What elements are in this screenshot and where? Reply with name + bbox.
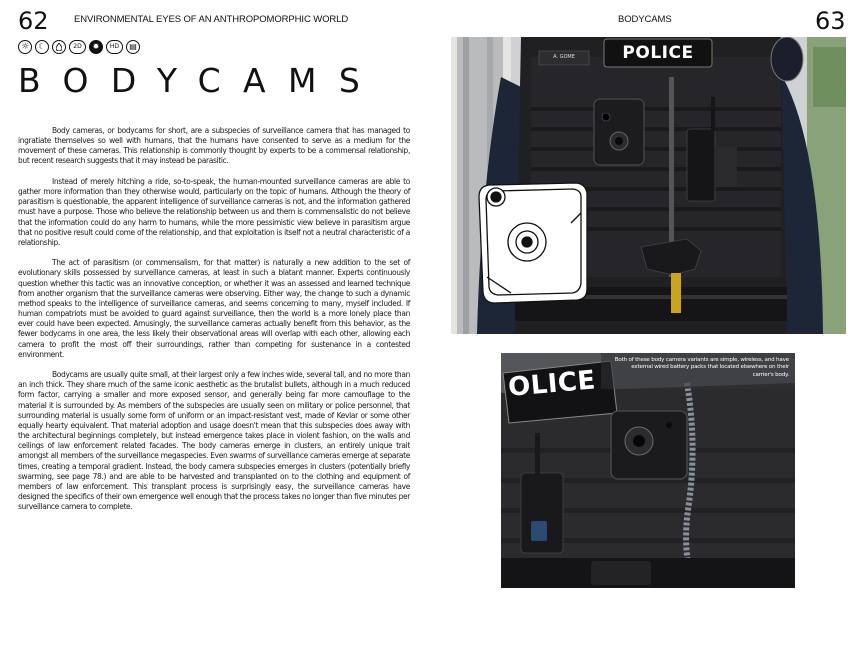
photo-officer-vest-art [451,37,846,334]
paragraph-2: Instead of merely hitching a ride, so-to-speak, the human-mounted surveillance cameras are able to gather more information than they otherwise would, particularly on the topic of humans. Although the theory of parasitism is questionable, the apparent intelligence of surveillance cameras is not, and the information gathered must have a purpose. Those who believe the relationship between us and them is commensalistic do not believe that the information could do any harm to humans, while the more pessimistic view believe in parasitism argue that no positive result could come of the relationship, and that exploitation is itself not a neutral characteristic of a relationship. [18,176,410,247]
left-running-title: ENVIRONMENTAL EYES OF AN ANTHROPOMORPHIC WORLD [74,14,349,25]
moon-icon: ☾ [35,40,49,54]
right-page-number: 63 [815,7,846,35]
2d-icon: 2D [69,40,86,54]
vest-police-label: POLICE [622,43,694,63]
sun-icon: ☼ [18,40,32,54]
article-body [18,126,410,523]
drop-icon [52,40,66,54]
photo-caption: Both of these body camera variants are simple, wireless, and have external wired battery packs that located elsewhere on their carrier's body. [614,357,789,378]
paragraph-1: Body cameras, or bodycams for short, are a subspecies of surveillance camera that has managed to ingratiate themselves so well with humans, that the humans have consented to serve as a medium for the movement of these cameras. This relationship is commonly thought by experts to be a commensal relationship, but recent research suggests that it may instead be parasitic. [18,126,410,166]
closeup-police-label: OLICE [507,365,597,403]
page-title: BODYCAMS [18,61,383,100]
flame-icon: ✹ [89,40,103,54]
paragraph-3: The act of parasitism (or commensalism, for that matter) is naturally a new addition to the set of evolutionary skills possessed by surveillance cameras, at least in such a blatant manner. Experts continuously question whether this tactic was an innovative conception, or whether it was an assessed and learned technique from another organism that the surveillance cameras were observing. Either way, the change to such a dynamic method speaks to the intelligence of surveillance cameras, and seems concerning to many, myself included. If human compatriots must be avoided to guard against surveillance, then the world is a more lonely place than ever could have been expected. Amusingly, the surveillance cameras actually benefit from this behavior, as the fewer bodycams in one area, the less likely their observational areas will overlap with each other, allowing each camera to profit the most off their surroundings, rather than competing for sustenance in a contested environment. [18,258,410,359]
icon-row [18,40,140,54]
photo-bodycam-closeup [501,353,795,588]
battery-icon: ▤ [126,40,140,54]
right-running-title: BODYCAMS [618,14,672,25]
vest-name-tag: A. GOME [553,54,575,60]
hd-icon: HD [106,40,123,54]
left-page-number: 62 [18,7,49,35]
paragraph-4: Bodycams are usually quite small, at their largest only a few inches wide, several tall, and no more than an inch thick. They share much of the same iconic aesthetic as the brutalist bullets, although in a much reduced form factor, carrying a smaller and more exposed sensor, and generally being far more camouflage to the material it is surrounded by. As members of the subspecies are usually seen on military or police personnel, that surrounding material is usually some form of uniform or an impact-resistant vest, made of Kevlar or some other equally hearty equivalent. That material adoption and usage doesn't mean that this subspecies does away with the architectural beginnings completely, but instead emergence takes place in violent fashion, on the walls and ceilings of law enforcement related facades. The body cameras emerge in clusters, an entirely unique trait amongst all members of the surveillance megaspecies. Even swarms of surveillance cameras emerge at separate times, creating a temporal gradient. Instead, the body camera subspecies emerges in clusters (potentially briefly swarming, see page 78.) and are able to be harvested and transplanted on to the clothing and equipment of members of law enforcement. This transplant process is surprisingly easy, the surveillance cameras have designed the specifics of their own emergence well enough that the process takes no longer than five minutes per surveillance camera to complete. [18,370,410,512]
photo-officer-vest [451,37,846,334]
